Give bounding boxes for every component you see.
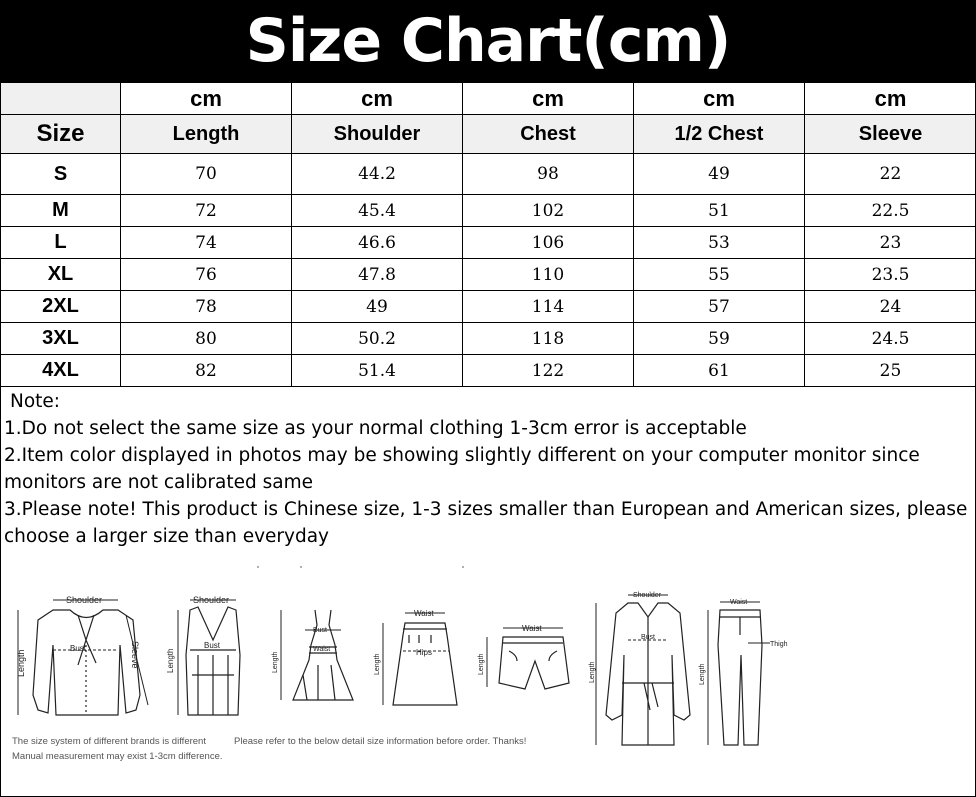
column-header-size: Size xyxy=(1,115,121,154)
size-cell: 2XL xyxy=(1,291,121,323)
measurement-cell: 25 xyxy=(805,355,976,387)
measurement-cell: 22 xyxy=(805,154,976,195)
label-bust: Bust xyxy=(204,641,221,650)
column-header-chest: Chest xyxy=(463,115,634,154)
note-item-3: 3.Please note! This product is Chinese size, 1-3 sizes smaller than European and American sizes, please choose a larger size than everyday xyxy=(4,499,968,547)
column-header-half-chest: 1/2 Chest xyxy=(634,115,805,154)
label-length: Length xyxy=(16,649,26,677)
vest-figure xyxy=(166,595,240,715)
table-row xyxy=(1,154,976,195)
measurement-cell: 59 xyxy=(634,323,805,355)
size-table xyxy=(0,82,976,387)
unit-corner-cell xyxy=(1,83,121,115)
page-title: Size Chart(cm) xyxy=(245,6,731,76)
table-row xyxy=(1,323,976,355)
label-hips: Hips xyxy=(416,648,433,657)
measurement-cell: 47.8 xyxy=(292,259,463,291)
label-length: Length xyxy=(272,651,279,673)
unit-row xyxy=(1,83,976,115)
measurement-cell: 74 xyxy=(121,227,292,259)
label-length: Length xyxy=(478,653,485,675)
label-thigh: Thigh xyxy=(770,641,788,648)
measurement-cell: 78 xyxy=(121,291,292,323)
column-header-shoulder: Shoulder xyxy=(292,115,463,154)
table-row xyxy=(1,291,976,323)
notes-label: Note: xyxy=(10,391,61,412)
measurement-cell: 102 xyxy=(463,195,634,227)
measurement-cell: 49 xyxy=(292,291,463,323)
measurement-cell: 44.2 xyxy=(292,154,463,195)
measurement-cell: 51.4 xyxy=(292,355,463,387)
label-length: Length xyxy=(699,663,706,685)
measurement-cell: 24.5 xyxy=(805,323,976,355)
size-cell: 3XL xyxy=(1,323,121,355)
label-bust: Bust xyxy=(641,634,656,641)
note-item-2: 2.Item color displayed in photos may be showing slightly different on your computer monitor since monitors are not calibrated same xyxy=(4,445,920,493)
measurement-cell: 55 xyxy=(634,259,805,291)
measurement-cell: 118 xyxy=(463,323,634,355)
measurement-cell: 46.6 xyxy=(292,227,463,259)
measurement-cell: 122 xyxy=(463,355,634,387)
skirt-figure xyxy=(374,609,457,705)
measurement-cell: 45.4 xyxy=(292,195,463,227)
label-length: Length xyxy=(589,661,596,683)
size-cell: M xyxy=(1,195,121,227)
coat-figure xyxy=(589,592,690,745)
label-waist: Waist xyxy=(414,609,434,618)
table-row xyxy=(1,227,976,259)
note-item-1: 1.Do not select the same size as your normal clothing 1-3cm error is acceptable xyxy=(4,418,747,439)
measurement-cell: 57 xyxy=(634,291,805,323)
blouse-figure xyxy=(16,595,148,715)
measurement-cell: 51 xyxy=(634,195,805,227)
measurement-cell: 110 xyxy=(463,259,634,291)
measurement-diagram xyxy=(8,565,798,775)
table-row xyxy=(1,259,976,291)
notes-section xyxy=(0,388,974,550)
label-bust: Bust xyxy=(313,627,328,634)
measurement-cell: 76 xyxy=(121,259,292,291)
unit-cell: cm xyxy=(463,83,634,115)
shorts-figure xyxy=(478,624,569,689)
label-shoulder: Shoulder xyxy=(633,592,662,599)
label-waist: Waist xyxy=(730,599,748,606)
unit-cell: cm xyxy=(292,83,463,115)
column-header-sleeve: Sleeve xyxy=(805,115,976,154)
title-banner xyxy=(0,0,976,82)
unit-cell: cm xyxy=(121,83,292,115)
measurement-cell: 106 xyxy=(463,227,634,259)
label-shoulder: Shoulder xyxy=(193,595,230,605)
measurement-cell: 49 xyxy=(634,154,805,195)
header-row xyxy=(1,115,976,154)
diagram-caption-measure: Manual measurement may exist 1-3cm difference. xyxy=(12,751,223,762)
measurement-cell: 82 xyxy=(121,355,292,387)
diagram-caption-refer: Please refer to the below detail size information before order. Thanks! xyxy=(234,736,527,747)
measurement-cell: 23 xyxy=(805,227,976,259)
measurement-cell: 50.2 xyxy=(292,323,463,355)
pants-figure xyxy=(699,599,788,745)
label-length: Length xyxy=(374,653,381,675)
measurement-cell: 114 xyxy=(463,291,634,323)
label-length: Length xyxy=(166,648,175,673)
measurement-cell: 80 xyxy=(121,323,292,355)
size-cell: XL xyxy=(1,259,121,291)
dress-figure xyxy=(272,610,353,700)
table-row xyxy=(1,195,976,227)
measurement-cell: 98 xyxy=(463,154,634,195)
table-row xyxy=(1,355,976,387)
label-sleeve: Sleeve xyxy=(130,641,140,669)
label-bust: Bust xyxy=(70,644,87,653)
diagram-caption-brands: The size system of different brands is different xyxy=(12,736,206,747)
size-cell: 4XL xyxy=(1,355,121,387)
measurement-cell: 24 xyxy=(805,291,976,323)
unit-cell: cm xyxy=(805,83,976,115)
label-shoulder: Shoulder xyxy=(66,595,103,605)
table-body xyxy=(1,154,976,387)
measurement-cell: 23.5 xyxy=(805,259,976,291)
label-waist: Waist xyxy=(313,646,331,653)
column-header-length: Length xyxy=(121,115,292,154)
measurement-cell: 61 xyxy=(634,355,805,387)
measurement-cell: 70 xyxy=(121,154,292,195)
size-cell: S xyxy=(1,154,121,195)
unit-cell: cm xyxy=(634,83,805,115)
label-waist: Waist xyxy=(522,624,542,633)
measurement-cell: 72 xyxy=(121,195,292,227)
size-cell: L xyxy=(1,227,121,259)
measurement-cell: 53 xyxy=(634,227,805,259)
measurement-illustrations xyxy=(8,565,798,775)
measurement-cell: 22.5 xyxy=(805,195,976,227)
